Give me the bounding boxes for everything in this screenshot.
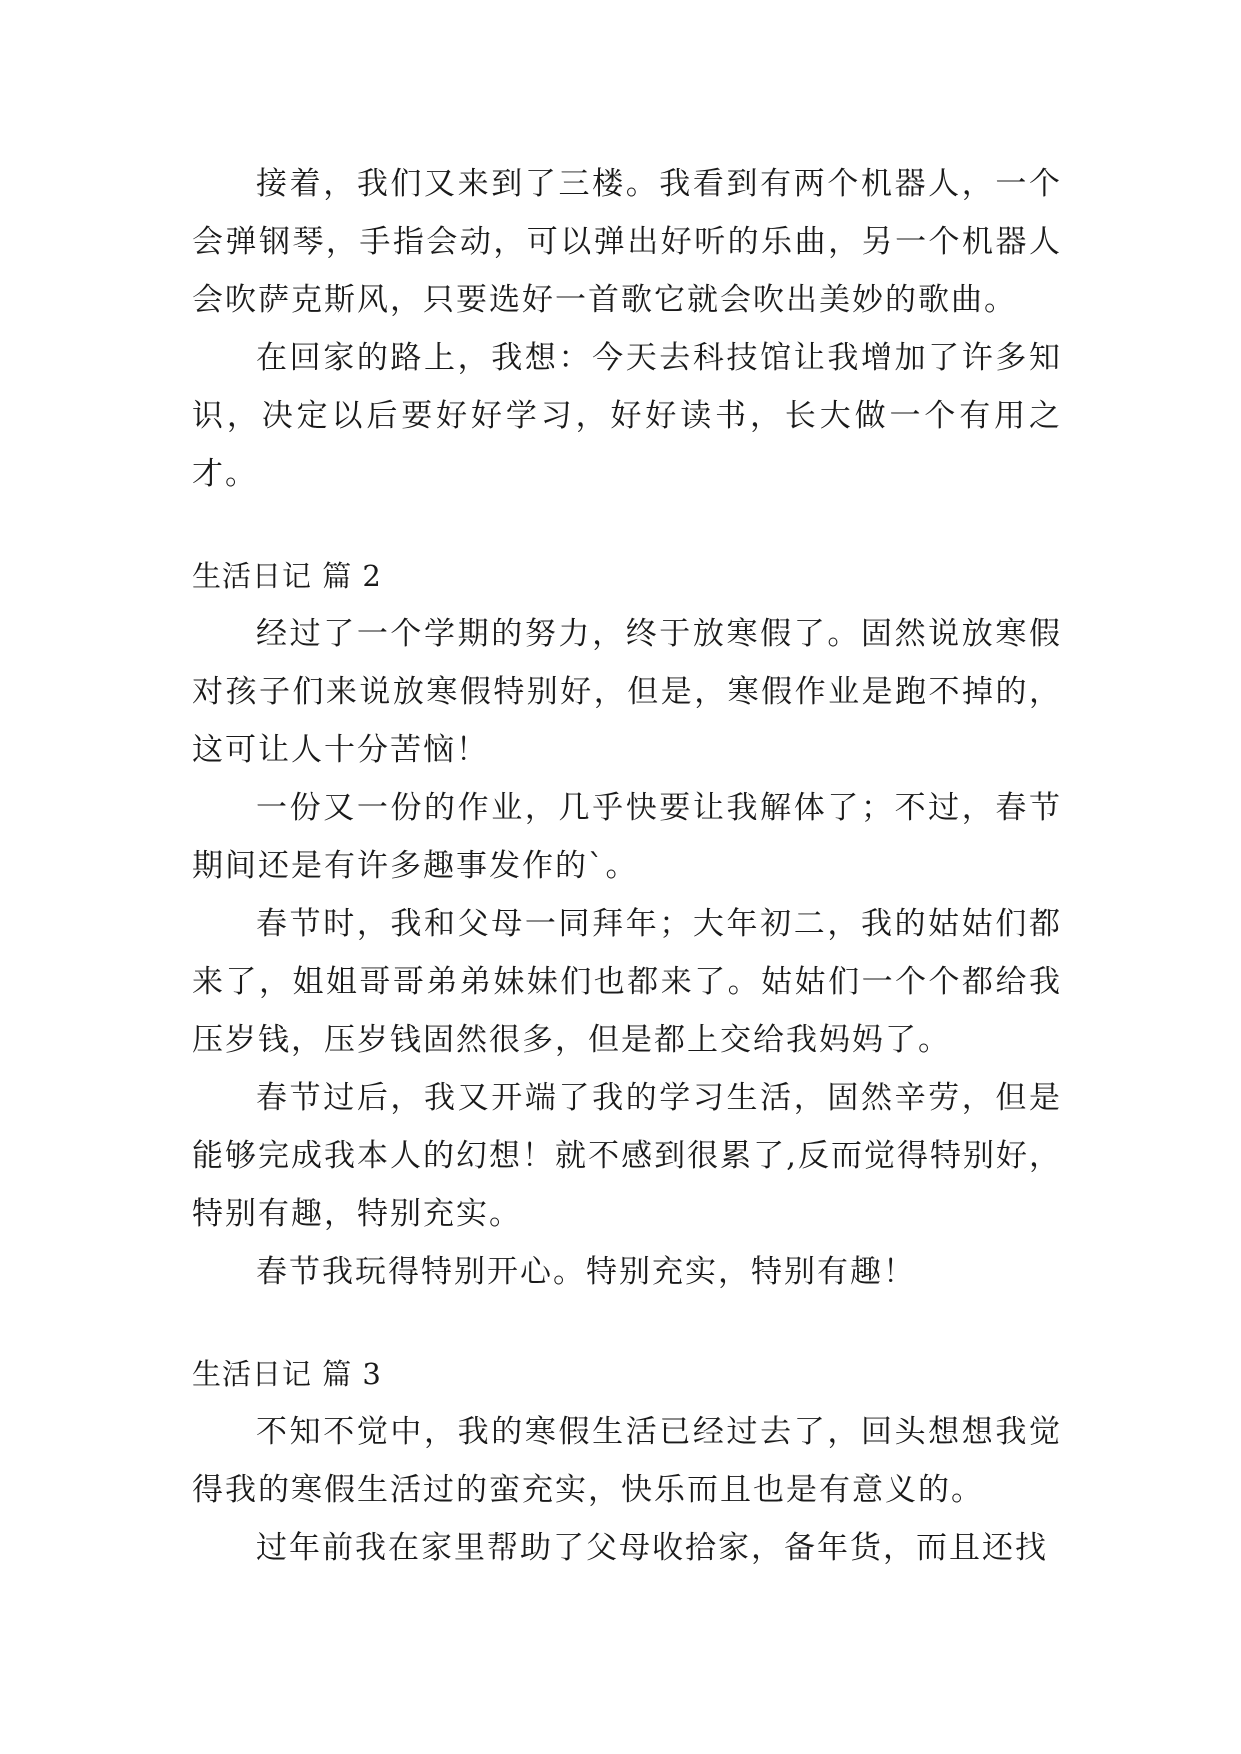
paragraph: 经过了一个学期的努力，终于放寒假了。固然说放寒假对孩子们来说放寒假特别好，但是，寒假作业是跑不掉的，这可让人十分苦恼！ (192, 616, 1062, 768)
section-spacer (192, 503, 1062, 547)
paragraph: 接着，我们又来到了三楼。我看到有两个机器人，一个会弹钢琴，手指会动，可以弹出好听的乐曲，另一个机器人会吹萨克斯风，只要选好一首歌它就会吹出美妙的歌曲。 (192, 166, 1062, 318)
section-heading: 生活日记 篇 2 (192, 559, 382, 593)
section-heading: 生活日记 篇 3 (192, 1357, 382, 1391)
paragraph: 春节过后，我又开端了我的学习生活，固然辛劳，但是能够完成我本人的幻想！就不感到很累了,反而觉得特别好，特别有趣，特别充实。 (192, 1080, 1062, 1232)
paragraph: 春节时，我和父母一同拜年；大年初二，我的姑姑们都来了，姐姐哥哥弟弟妹妹们也都来了。姑姑们一个个都给我压岁钱，压岁钱固然很多，但是都上交给我妈妈了。 (192, 906, 1062, 1058)
paragraph: 过年前我在家里帮助了父母收拾家，备年货，而且还找 (256, 1530, 1048, 1566)
section-spacer (192, 1301, 1062, 1345)
document-body (192, 155, 1062, 1577)
paragraph: 不知不觉中，我的寒假生活已经过去了，回头想想我觉得我的寒假生活过的蛮充实，快乐而且也是有意义的。 (192, 1414, 1062, 1508)
paragraph: 一份又一份的作业，几乎快要让我解体了；不过，春节期间还是有许多趣事发作的`。 (192, 790, 1062, 884)
paragraph: 在回家的路上，我想：今天去科技馆让我增加了许多知识，决定以后要好好学习，好好读书，长大做一个有用之才。 (192, 340, 1062, 492)
paragraph: 春节我玩得特别开心。特别充实，特别有趣！ (256, 1254, 916, 1290)
